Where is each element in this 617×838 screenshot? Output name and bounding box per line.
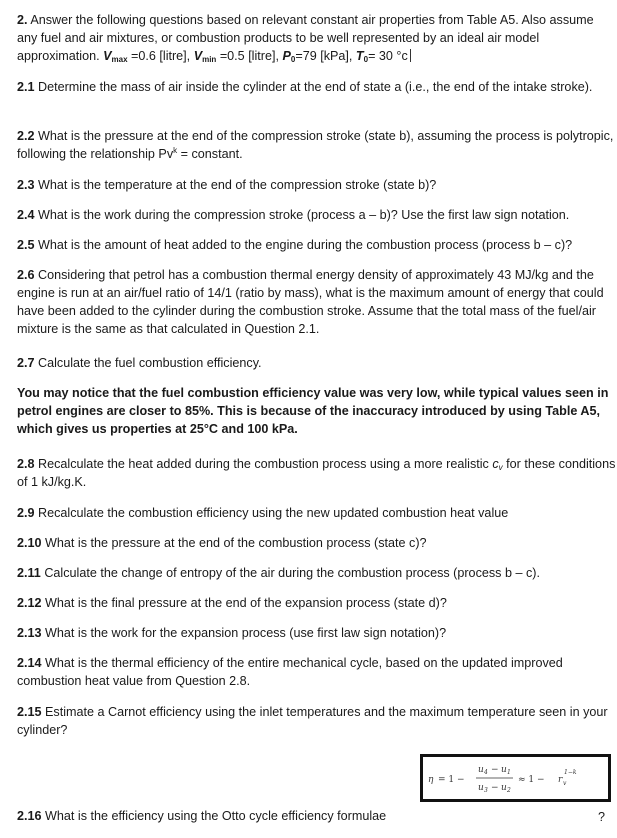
t0-subscript: 0 — [363, 55, 369, 64]
question-number: 2.6 — [17, 268, 35, 282]
formula-den-minus: − — [491, 783, 499, 793]
question-text: Determine the mass of air inside the cylinder at the end of state a (i.e., the end of the intake stroke). — [34, 80, 593, 94]
question-number: 2.11 — [17, 566, 41, 580]
question-text: What is the temperature at the end of the compression stroke (state b)? — [34, 178, 437, 192]
question-text-end: = constant. — [177, 147, 243, 161]
question-2-15 — [17, 703, 617, 739]
vmax-subscript: max — [111, 55, 128, 64]
otto-formula-box — [420, 754, 611, 802]
t0-symbol: T — [355, 49, 364, 63]
question-number: 2.8 — [17, 457, 35, 471]
formula-den-u3: u — [478, 783, 484, 793]
question-number: 2.4 — [17, 208, 35, 222]
vmin-value: =0.5 [litre], — [216, 49, 283, 63]
question-2-12 — [17, 594, 617, 612]
question-2-2 — [17, 127, 617, 163]
question-2-5 — [17, 236, 617, 254]
formula-approx: ≈ 1 − — [518, 775, 545, 785]
p0-value: =79 [kPa], — [295, 49, 356, 63]
question-number: 2.13 — [17, 626, 42, 640]
efficiency-note: You may notice that the fuel combustion efficiency value was very low, while typical values seen in petrol engines are closer to 85%. This is because of the inaccuracy introduced by using Table A5, which gives us properties at 25°C and 100 kPa. — [17, 386, 609, 436]
formula-den-u2: u — [501, 783, 507, 793]
question-text-end: for these conditions of 1 kJ/kg.K. — [17, 457, 616, 489]
question-text: Recalculate the combustion efficiency using the new updated combustion heat value — [34, 506, 509, 520]
trailing-question-mark: ? — [598, 810, 606, 824]
question-text: What is the thermal efficiency of the entire mechanical cycle, based on the updated improved combustion heat value from Question 2.8. — [17, 656, 563, 688]
formula-r-sub: v — [563, 780, 567, 787]
otto-formula — [423, 757, 608, 799]
formula-num-u1: u — [501, 765, 507, 775]
question-2-1 — [17, 78, 617, 96]
question-number: 2.2 — [17, 129, 35, 143]
question-number: 2.10 — [17, 536, 42, 550]
question-2-11 — [17, 564, 617, 582]
question-text: Estimate a Carnot efficiency using the inlet temperatures and the maximum temperature seen in your cylinder? — [17, 705, 608, 737]
exponent-k: k — [173, 146, 178, 155]
text-cursor — [410, 49, 411, 62]
question-number: 2. — [17, 13, 28, 27]
question-number: 2.1 — [17, 80, 35, 94]
question-number: 2.7 — [17, 356, 35, 370]
question-number: 2.15 — [17, 705, 42, 719]
formula-num-u4: u — [478, 765, 484, 775]
question-text: What is the work during the compression stroke (process a – b)? Use the first law sign notation. — [34, 208, 570, 222]
vmin-symbol: V — [193, 49, 203, 63]
question-number: 2.14 — [17, 656, 42, 670]
question-text: Calculate the fuel combustion efficiency. — [34, 356, 262, 370]
question-2-4 — [17, 206, 617, 224]
question-number: 2.12 — [17, 596, 42, 610]
question-number: 2.16 — [17, 809, 42, 823]
question-text: Considering that petrol has a combustion thermal energy density of approximately 43 MJ/kg and the engine is run at an air/fuel ratio of 14/1 (ratio by mass), what is the maximum amount of energy that could have been added to the cylinder during the combustion stroke. Assume that the total mass of the fuel/air mixture is the same as that calculated in Question 2.1. — [17, 268, 604, 336]
intro-text: Answer the following questions based on relevant constant air properties from Table A5. Also assume any fuel and air mixtures, or combustion products to be well represented by an ideal air model approximation. — [17, 13, 594, 63]
t0-value: = 30 °c — [368, 49, 408, 63]
question-text: What is the work for the expansion process (use first law sign notation)? — [41, 626, 447, 640]
formula-den-u2-sub: 2 — [507, 787, 511, 794]
formula-equals: = 1 − — [438, 775, 465, 785]
formula-r: r — [558, 775, 563, 785]
intro-paragraph — [17, 11, 617, 65]
vmin-subscript: min — [202, 55, 217, 64]
question-text: What is the amount of heat added to the engine during the combustion process (process b – c)? — [34, 238, 573, 252]
question-text: What is the efficiency using the Otto cycle efficiency formulae — [41, 809, 387, 823]
question-text: What is the pressure at the end of the compression stroke (state b), assuming the process is polytropic, following the relationship Pv — [17, 129, 614, 161]
question-text: What is the pressure at the end of the combustion process (state c)? — [41, 536, 427, 550]
formula-r-sup: 1−k — [564, 769, 577, 776]
question-number: 2.5 — [17, 238, 35, 252]
question-2-9 — [17, 504, 617, 522]
question-2-3 — [17, 176, 617, 194]
formula-num-u4-sub: 4 — [484, 769, 488, 776]
question-number: 2.9 — [17, 506, 35, 520]
p0-subscript: 0 — [290, 55, 296, 64]
question-text: Calculate the change of entropy of the air during the combustion process (process b – c). — [40, 566, 540, 580]
vmax-value: =0.6 [litre], — [127, 49, 194, 63]
vmax-symbol: V — [103, 49, 112, 63]
cv-symbol: c — [492, 457, 499, 471]
question-2-13 — [17, 624, 617, 642]
question-2-10 — [17, 534, 617, 552]
question-text: Recalculate the heat added during the combustion process using a more realistic — [34, 457, 493, 471]
p0-symbol: P — [282, 49, 291, 63]
question-2-8 — [17, 455, 617, 491]
question-2-7 — [17, 354, 617, 372]
formula-den-u3-sub: 3 — [484, 787, 488, 794]
question-2-14 — [17, 654, 617, 690]
formula-num-u1-sub: 1 — [507, 769, 511, 776]
formula-eta: η — [428, 775, 434, 785]
question-number: 2.3 — [17, 178, 35, 192]
question-2-16 — [17, 807, 417, 825]
question-2-6 — [17, 266, 617, 338]
formula-num-minus: − — [491, 765, 499, 775]
cv-subscript: v — [498, 463, 503, 472]
question-text: What is the final pressure at the end of the expansion process (state d)? — [41, 596, 447, 610]
